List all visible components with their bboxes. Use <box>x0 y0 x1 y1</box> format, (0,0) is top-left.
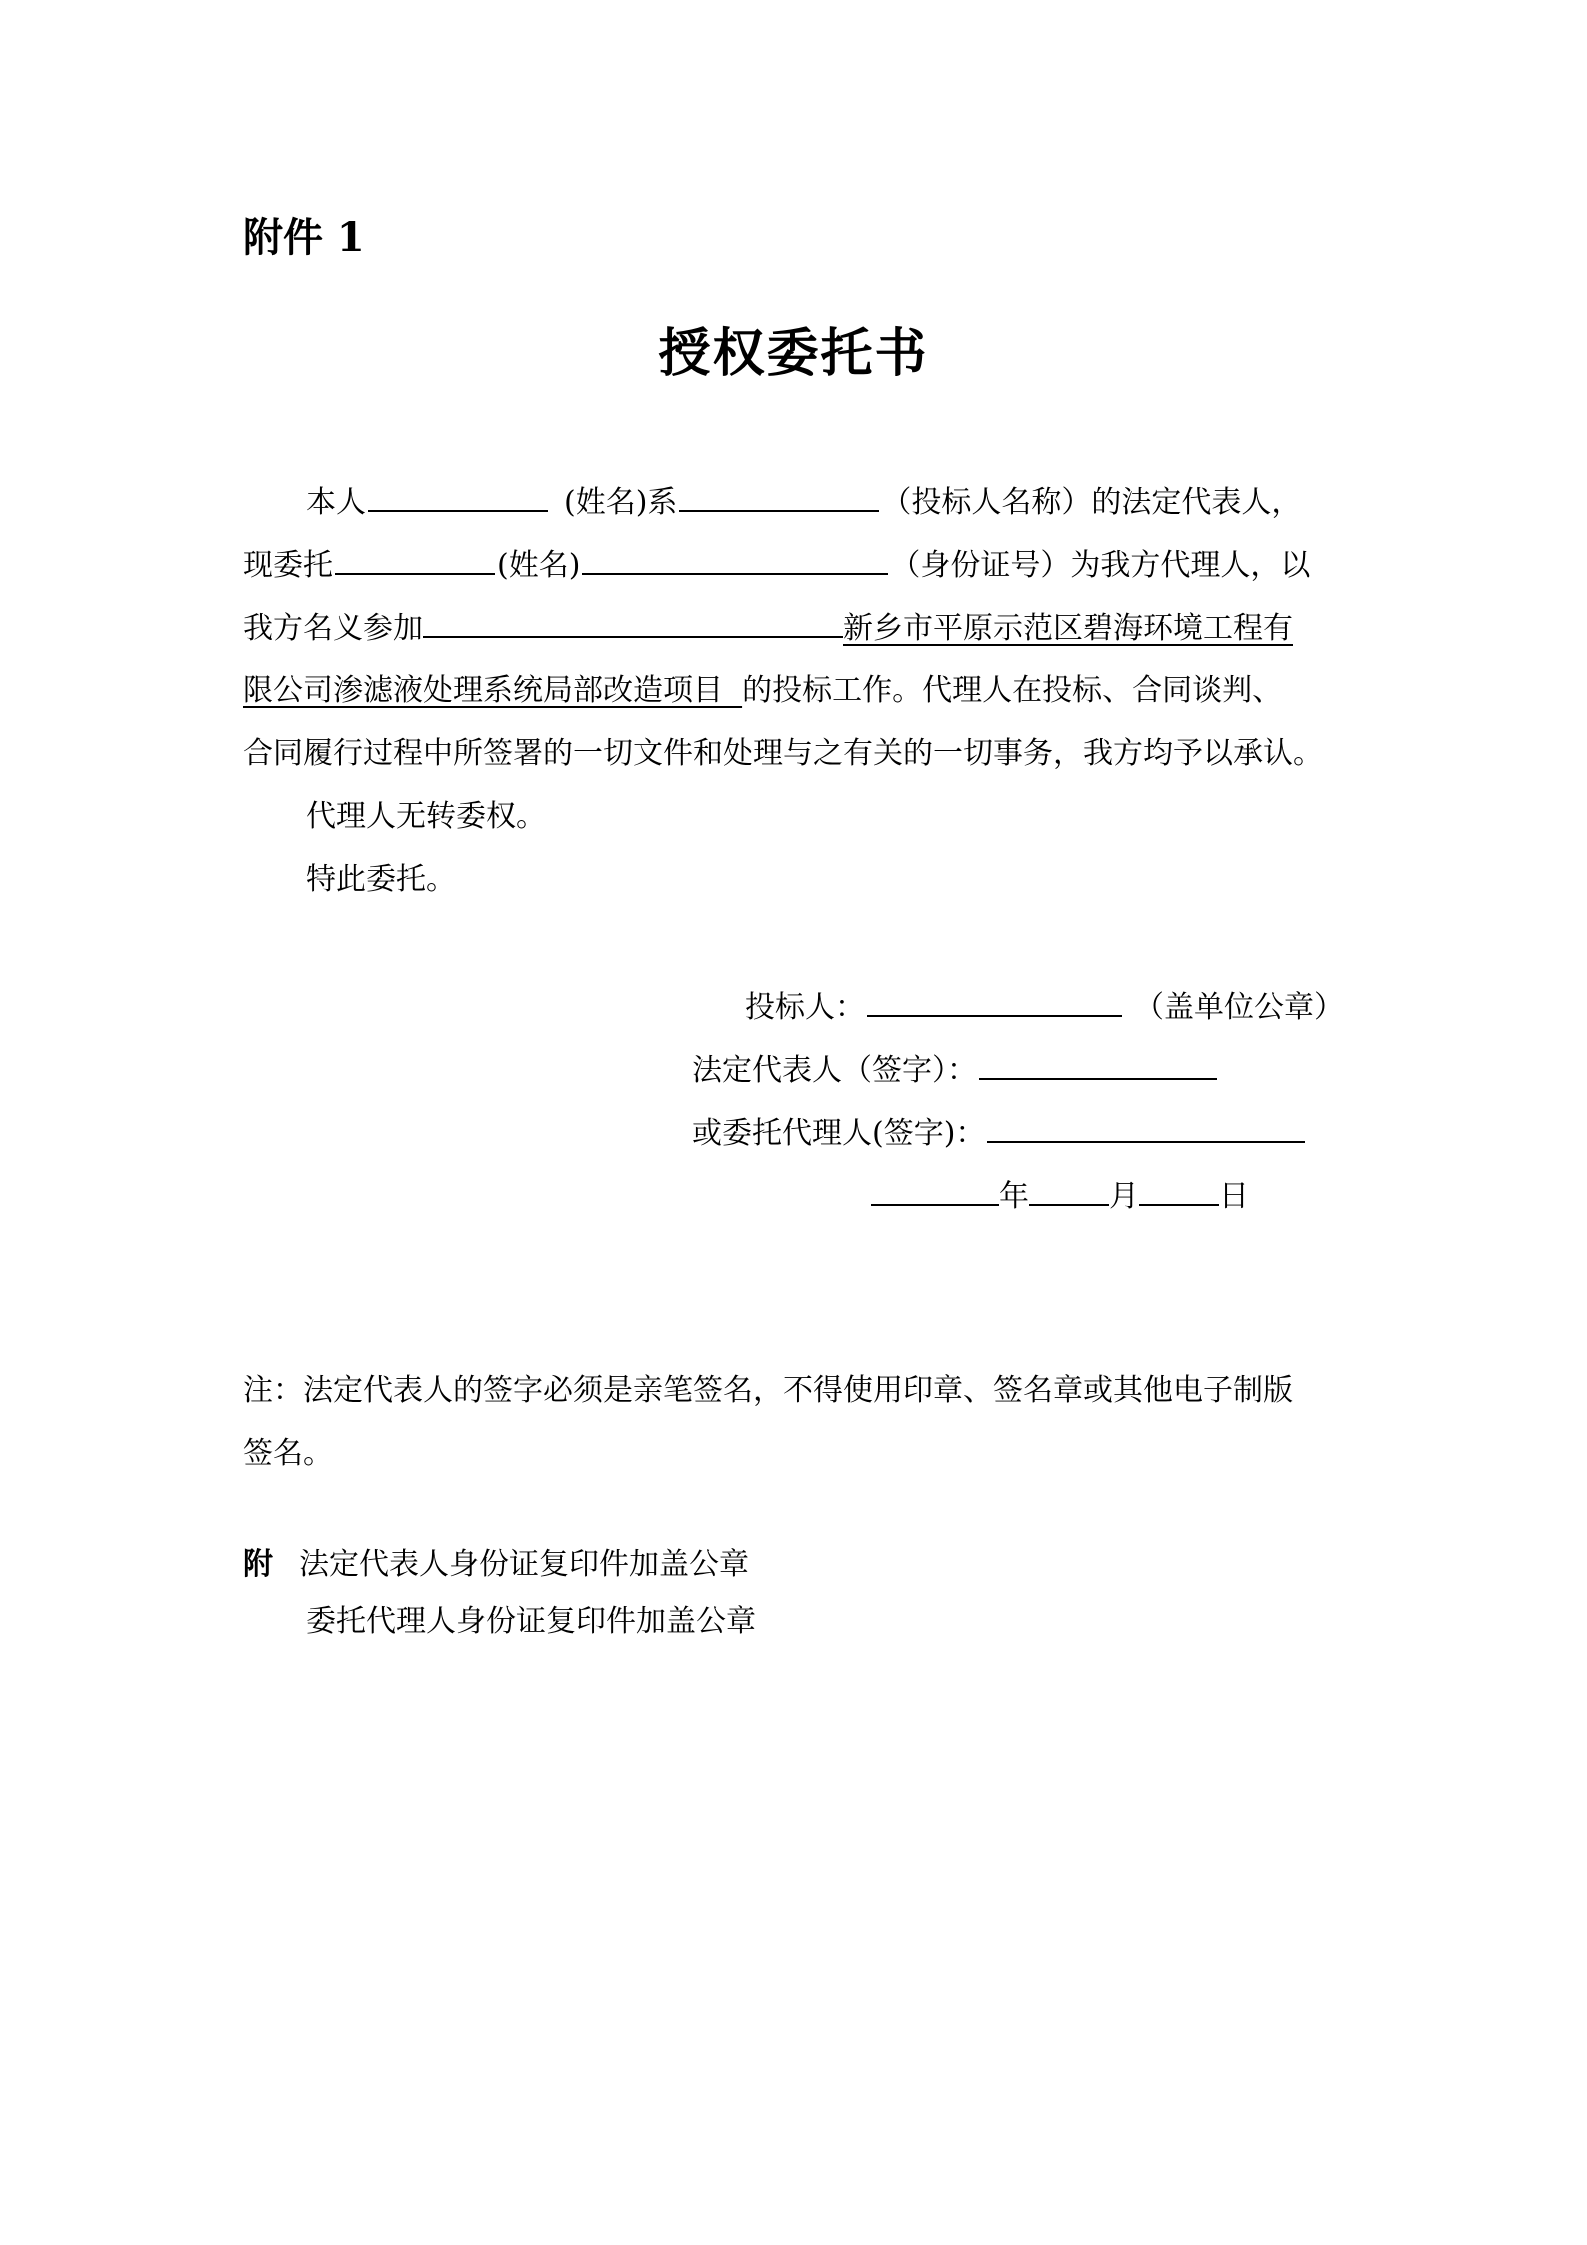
note-line-1: 注：法定代表人的签字必须是亲笔签名，不得使用印章、签名章或其他电子制版 <box>243 1373 1293 1408</box>
body-text: 本人 <box>306 485 366 520</box>
attachment-item-1: 法定代表人身份证复印件加盖公章 <box>299 1547 749 1582</box>
body-line-6: 代理人无转委权。 <box>306 799 546 834</box>
bidder-seal-blank[interactable] <box>867 985 1122 1017</box>
note-line-2: 签名。 <box>243 1436 333 1471</box>
body-text: （身份证号）为我方代理人，以 <box>890 548 1311 583</box>
bidder-name-blank[interactable] <box>679 480 879 512</box>
bidder-label: 投标人： <box>745 990 865 1025</box>
body-line-3 <box>243 606 1293 651</box>
legal-rep-label: 法定代表人（签字）： <box>692 1053 977 1088</box>
body-line-5: 合同履行过程中所签署的一切文件和处理与之有关的一切事务，我方均予以承认。 <box>243 736 1323 771</box>
agent-name-blank[interactable] <box>335 543 495 575</box>
legal-rep-signature-line <box>692 1048 1219 1093</box>
body-text: (姓名)系 <box>564 485 678 520</box>
project-name-part-1: 新乡市平原示范区碧海环境工程有 <box>843 611 1293 646</box>
body-line-7: 特此委托。 <box>306 862 456 897</box>
agent-signature-line <box>692 1111 1307 1156</box>
body-line-4 <box>243 669 1282 713</box>
project-name-part-2: 限公司渗滤液处理系统局部改造项目 <box>243 673 723 708</box>
body-text: 现委托 <box>243 548 333 583</box>
date-line <box>871 1174 1249 1219</box>
day-label: 日 <box>1219 1179 1249 1214</box>
agent-signature-blank[interactable] <box>987 1111 1305 1143</box>
body-text: 我方名义参加 <box>243 611 423 646</box>
annex-label: 附件 1 <box>243 214 365 261</box>
bidder-seal-suffix: （盖单位公章） <box>1134 990 1344 1025</box>
name-blank[interactable] <box>368 480 548 512</box>
attachment-item-2: 委托代理人身份证复印件加盖公章 <box>306 1604 756 1639</box>
document-title: 授权委托书 <box>658 323 929 384</box>
body-text: 的投标工作。代理人在投标、合同谈判、 <box>742 673 1283 708</box>
attachment-label: 附 <box>243 1547 273 1582</box>
body-text: （投标人名称）的法定代表人， <box>881 485 1302 520</box>
body-text: (姓名) <box>497 548 581 583</box>
project-blank[interactable] <box>423 606 843 638</box>
id-number-blank[interactable] <box>582 543 888 575</box>
agent-label: 或委托代理人(签字)： <box>692 1116 986 1151</box>
day-blank[interactable] <box>1139 1174 1219 1206</box>
body-line-2 <box>243 543 1310 588</box>
legal-rep-signature-blank[interactable] <box>979 1048 1217 1080</box>
body-line-1 <box>306 480 1301 525</box>
underline-spacer <box>723 673 742 708</box>
year-label: 年 <box>999 1179 1029 1214</box>
month-blank[interactable] <box>1029 1174 1109 1206</box>
attachment-line-1 <box>243 1543 749 1587</box>
month-label: 月 <box>1109 1179 1139 1214</box>
bidder-signature-line <box>745 985 1344 1030</box>
year-blank[interactable] <box>871 1174 999 1206</box>
